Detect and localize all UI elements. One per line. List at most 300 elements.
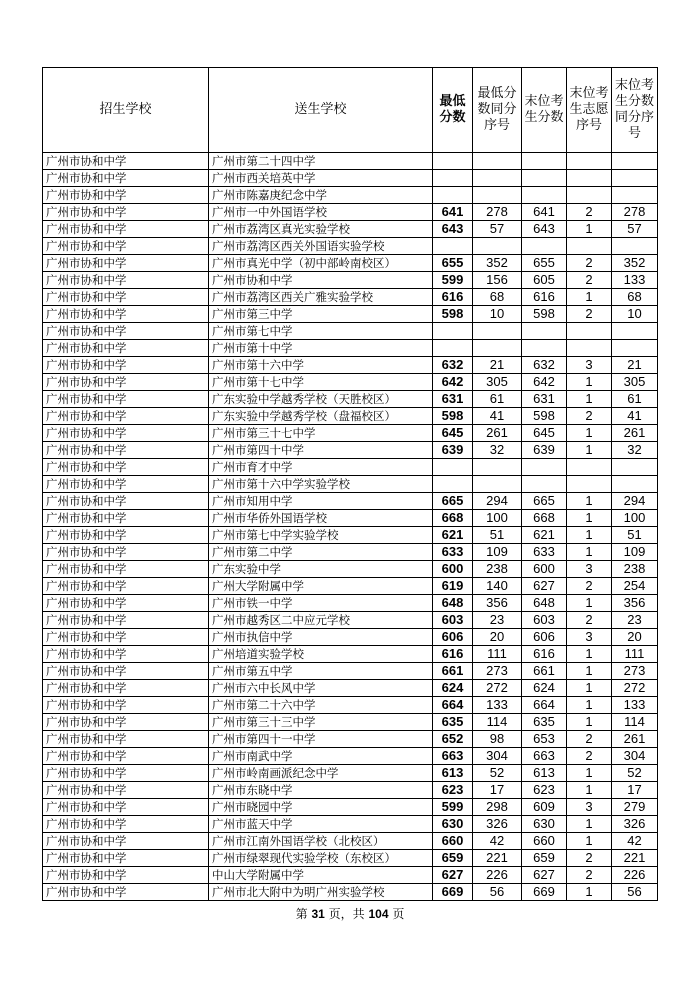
cell-admitting-school: 广州市协和中学 <box>43 306 209 323</box>
cell-admitting-school: 广州市协和中学 <box>43 391 209 408</box>
cell-last-score-rank: 41 <box>612 408 658 425</box>
cell-sending-school: 广州市东晓中学 <box>209 782 433 799</box>
footer-middle: 页，共 <box>324 907 369 921</box>
cell-last-score: 642 <box>522 374 567 391</box>
table-row <box>43 833 658 850</box>
cell-last-score-rank <box>612 459 658 476</box>
cell-min-score-rank <box>473 238 522 255</box>
cell-last-choice-order: 2 <box>567 748 612 765</box>
cell-admitting-school: 广州市协和中学 <box>43 476 209 493</box>
cell-min-score-rank: 61 <box>473 391 522 408</box>
cell-last-choice-order: 1 <box>567 833 612 850</box>
cell-last-score: 600 <box>522 561 567 578</box>
cell-min-score: 645 <box>433 425 473 442</box>
cell-admitting-school: 广州市协和中学 <box>43 170 209 187</box>
cell-sending-school: 广州培道实验学校 <box>209 646 433 663</box>
cell-last-choice-order: 3 <box>567 799 612 816</box>
cell-admitting-school: 广州市协和中学 <box>43 459 209 476</box>
cell-min-score-rank: 272 <box>473 680 522 697</box>
header-sending-school: 送生学校 <box>209 68 433 153</box>
cell-min-score: 663 <box>433 748 473 765</box>
cell-min-score: 598 <box>433 408 473 425</box>
cell-min-score-rank: 294 <box>473 493 522 510</box>
cell-min-score: 632 <box>433 357 473 374</box>
cell-sending-school: 广州市第十六中学实验学校 <box>209 476 433 493</box>
cell-last-score: 635 <box>522 714 567 731</box>
cell-min-score-rank: 133 <box>473 697 522 714</box>
cell-last-choice-order: 2 <box>567 612 612 629</box>
admission-score-table <box>42 67 658 901</box>
cell-sending-school: 广州市知用中学 <box>209 493 433 510</box>
table-row <box>43 595 658 612</box>
cell-min-score: 616 <box>433 646 473 663</box>
cell-min-score: 669 <box>433 884 473 901</box>
table-row <box>43 799 658 816</box>
cell-min-score-rank: 17 <box>473 782 522 799</box>
cell-sending-school: 广州市第十七中学 <box>209 374 433 391</box>
cell-sending-school: 广州市第十六中学 <box>209 357 433 374</box>
cell-sending-school: 广东实验中学越秀学校（天胜校区） <box>209 391 433 408</box>
cell-last-choice-order: 1 <box>567 646 612 663</box>
cell-min-score-rank: 100 <box>473 510 522 527</box>
cell-min-score <box>433 187 473 204</box>
cell-sending-school: 广州市蓝天中学 <box>209 816 433 833</box>
header-min-score-rank: 最低分数同分序号 <box>473 68 522 153</box>
cell-sending-school: 广州市真光中学（初中部岭南校区） <box>209 255 433 272</box>
cell-sending-school: 广州市南武中学 <box>209 748 433 765</box>
cell-last-score: 668 <box>522 510 567 527</box>
cell-last-score-rank: 261 <box>612 731 658 748</box>
table-row <box>43 714 658 731</box>
cell-last-choice-order: 1 <box>567 289 612 306</box>
cell-min-score: 613 <box>433 765 473 782</box>
cell-min-score-rank: 68 <box>473 289 522 306</box>
cell-last-score-rank <box>612 323 658 340</box>
cell-last-score-rank <box>612 170 658 187</box>
cell-last-score: 598 <box>522 408 567 425</box>
cell-admitting-school: 广州市协和中学 <box>43 221 209 238</box>
cell-min-score-rank: 326 <box>473 816 522 833</box>
table-row <box>43 340 658 357</box>
table-row <box>43 306 658 323</box>
cell-sending-school: 广州市陈嘉庚纪念中学 <box>209 187 433 204</box>
table-row <box>43 510 658 527</box>
cell-last-choice-order <box>567 170 612 187</box>
cell-last-score-rank: 20 <box>612 629 658 646</box>
table-row <box>43 187 658 204</box>
cell-last-score <box>522 340 567 357</box>
cell-last-score-rank: 32 <box>612 442 658 459</box>
cell-min-score: 619 <box>433 578 473 595</box>
cell-last-score: 605 <box>522 272 567 289</box>
cell-sending-school: 广州市华侨外国语学校 <box>209 510 433 527</box>
cell-last-score: 653 <box>522 731 567 748</box>
cell-min-score: 603 <box>433 612 473 629</box>
header-min-score: 最低分数 <box>433 68 473 153</box>
cell-last-score: 641 <box>522 204 567 221</box>
cell-last-choice-order <box>567 238 612 255</box>
cell-last-score-rank: 278 <box>612 204 658 221</box>
cell-sending-school: 广州市第四十中学 <box>209 442 433 459</box>
cell-sending-school: 广州市铁一中学 <box>209 595 433 612</box>
table-row <box>43 238 658 255</box>
cell-min-score-rank: 305 <box>473 374 522 391</box>
footer-suffix: 页 <box>388 907 405 921</box>
cell-last-choice-order: 2 <box>567 255 612 272</box>
cell-last-score-rank <box>612 153 658 170</box>
cell-sending-school: 广州市协和中学 <box>209 272 433 289</box>
table-row <box>43 884 658 901</box>
cell-last-score-rank: 273 <box>612 663 658 680</box>
cell-last-choice-order: 1 <box>567 425 612 442</box>
cell-min-score: 621 <box>433 527 473 544</box>
cell-min-score-rank: 23 <box>473 612 522 629</box>
cell-last-choice-order: 1 <box>567 816 612 833</box>
table-row <box>43 204 658 221</box>
table-row <box>43 357 658 374</box>
cell-admitting-school: 广州市协和中学 <box>43 408 209 425</box>
cell-min-score-rank: 352 <box>473 255 522 272</box>
table-row <box>43 629 658 646</box>
cell-last-score-rank: 17 <box>612 782 658 799</box>
cell-last-score-rank: 294 <box>612 493 658 510</box>
cell-admitting-school: 广州市协和中学 <box>43 544 209 561</box>
cell-min-score <box>433 459 473 476</box>
cell-admitting-school: 广州市协和中学 <box>43 255 209 272</box>
cell-min-score: 600 <box>433 561 473 578</box>
cell-min-score-rank <box>473 459 522 476</box>
cell-min-score-rank: 278 <box>473 204 522 221</box>
cell-min-score-rank: 98 <box>473 731 522 748</box>
cell-last-score-rank: 221 <box>612 850 658 867</box>
cell-last-score: 623 <box>522 782 567 799</box>
cell-sending-school: 广州市第三十三中学 <box>209 714 433 731</box>
table-row <box>43 425 658 442</box>
table-row <box>43 680 658 697</box>
cell-last-choice-order: 1 <box>567 782 612 799</box>
cell-last-score-rank: 133 <box>612 697 658 714</box>
cell-sending-school: 广州大学附属中学 <box>209 578 433 595</box>
total-pages: 104 <box>368 907 389 921</box>
table-row <box>43 850 658 867</box>
cell-last-score-rank: 254 <box>612 578 658 595</box>
cell-min-score-rank: 261 <box>473 425 522 442</box>
cell-admitting-school: 广州市协和中学 <box>43 782 209 799</box>
cell-last-choice-order <box>567 187 612 204</box>
cell-last-score: 621 <box>522 527 567 544</box>
table-row <box>43 867 658 884</box>
cell-sending-school: 广州市第七中学 <box>209 323 433 340</box>
cell-last-choice-order: 1 <box>567 663 612 680</box>
cell-last-score-rank: 226 <box>612 867 658 884</box>
cell-min-score-rank <box>473 170 522 187</box>
cell-last-score-rank: 100 <box>612 510 658 527</box>
cell-sending-school: 广东实验中学 <box>209 561 433 578</box>
cell-admitting-school: 广州市协和中学 <box>43 850 209 867</box>
cell-min-score <box>433 238 473 255</box>
cell-last-score: 664 <box>522 697 567 714</box>
cell-last-score-rank: 21 <box>612 357 658 374</box>
cell-sending-school: 广州市荔湾区西关广雅实验学校 <box>209 289 433 306</box>
cell-min-score: 624 <box>433 680 473 697</box>
cell-last-choice-order <box>567 323 612 340</box>
cell-sending-school: 广州市六中长风中学 <box>209 680 433 697</box>
cell-last-choice-order: 1 <box>567 221 612 238</box>
cell-sending-school: 广州市荔湾区真光实验学校 <box>209 221 433 238</box>
cell-min-score: 598 <box>433 306 473 323</box>
cell-admitting-school: 广州市协和中学 <box>43 187 209 204</box>
cell-last-choice-order <box>567 459 612 476</box>
cell-min-score: 630 <box>433 816 473 833</box>
cell-min-score-rank: 304 <box>473 748 522 765</box>
cell-sending-school: 广州市江南外国语学校（北校区） <box>209 833 433 850</box>
table-row <box>43 170 658 187</box>
cell-sending-school: 广州市第十中学 <box>209 340 433 357</box>
cell-last-score-rank: 114 <box>612 714 658 731</box>
cell-min-score-rank: 21 <box>473 357 522 374</box>
cell-admitting-school: 广州市协和中学 <box>43 272 209 289</box>
cell-last-choice-order: 2 <box>567 850 612 867</box>
cell-last-score <box>522 153 567 170</box>
cell-min-score-rank <box>473 187 522 204</box>
cell-min-score <box>433 340 473 357</box>
cell-admitting-school: 广州市协和中学 <box>43 578 209 595</box>
cell-last-score: 663 <box>522 748 567 765</box>
cell-sending-school: 广州市执信中学 <box>209 629 433 646</box>
table-row <box>43 153 658 170</box>
cell-last-score <box>522 238 567 255</box>
cell-admitting-school: 广州市协和中学 <box>43 595 209 612</box>
cell-last-score: 661 <box>522 663 567 680</box>
cell-min-score: 665 <box>433 493 473 510</box>
cell-sending-school: 广州市第二中学 <box>209 544 433 561</box>
cell-admitting-school: 广州市协和中学 <box>43 765 209 782</box>
cell-sending-school: 中山大学附属中学 <box>209 867 433 884</box>
cell-min-score <box>433 323 473 340</box>
table-row <box>43 816 658 833</box>
cell-min-score-rank: 10 <box>473 306 522 323</box>
cell-min-score: 643 <box>433 221 473 238</box>
cell-sending-school: 广州市荔湾区西关外国语实验学校 <box>209 238 433 255</box>
cell-last-score-rank: 61 <box>612 391 658 408</box>
cell-admitting-school: 广州市协和中学 <box>43 510 209 527</box>
cell-last-score-rank: 326 <box>612 816 658 833</box>
cell-last-score: 645 <box>522 425 567 442</box>
cell-min-score-rank: 51 <box>473 527 522 544</box>
cell-last-score-rank: 304 <box>612 748 658 765</box>
cell-last-choice-order: 1 <box>567 714 612 731</box>
cell-admitting-school: 广州市协和中学 <box>43 663 209 680</box>
cell-min-score: 661 <box>433 663 473 680</box>
table-row <box>43 323 658 340</box>
table-row <box>43 612 658 629</box>
current-page: 31 <box>311 907 325 921</box>
cell-last-score: 632 <box>522 357 567 374</box>
cell-admitting-school: 广州市协和中学 <box>43 442 209 459</box>
cell-admitting-school: 广州市协和中学 <box>43 527 209 544</box>
table-row <box>43 272 658 289</box>
cell-last-score-rank: 10 <box>612 306 658 323</box>
table-row <box>43 391 658 408</box>
cell-last-choice-order: 1 <box>567 680 612 697</box>
cell-last-choice-order: 2 <box>567 204 612 221</box>
cell-last-choice-order <box>567 476 612 493</box>
cell-last-score-rank: 56 <box>612 884 658 901</box>
cell-last-score-rank: 111 <box>612 646 658 663</box>
cell-last-score: 627 <box>522 578 567 595</box>
cell-sending-school: 广州市第四十一中学 <box>209 731 433 748</box>
cell-last-score-rank: 238 <box>612 561 658 578</box>
cell-min-score: 606 <box>433 629 473 646</box>
footer-prefix: 第 <box>295 907 312 921</box>
cell-last-choice-order: 3 <box>567 357 612 374</box>
cell-last-choice-order: 1 <box>567 884 612 901</box>
cell-admitting-school: 广州市协和中学 <box>43 714 209 731</box>
cell-last-choice-order <box>567 153 612 170</box>
cell-last-score-rank: 57 <box>612 221 658 238</box>
table-row <box>43 374 658 391</box>
cell-min-score: 616 <box>433 289 473 306</box>
cell-last-score-rank: 133 <box>612 272 658 289</box>
cell-sending-school: 广州市越秀区二中应元学校 <box>209 612 433 629</box>
cell-last-score: 659 <box>522 850 567 867</box>
cell-min-score: 660 <box>433 833 473 850</box>
cell-last-choice-order: 1 <box>567 391 612 408</box>
cell-last-score <box>522 459 567 476</box>
table-row <box>43 697 658 714</box>
cell-min-score: 599 <box>433 272 473 289</box>
table-row <box>43 782 658 799</box>
cell-last-score: 648 <box>522 595 567 612</box>
cell-last-score <box>522 170 567 187</box>
cell-last-score-rank <box>612 187 658 204</box>
cell-min-score-rank <box>473 323 522 340</box>
table-row <box>43 578 658 595</box>
table-row <box>43 408 658 425</box>
cell-min-score: 664 <box>433 697 473 714</box>
cell-last-choice-order: 2 <box>567 867 612 884</box>
cell-last-score: 603 <box>522 612 567 629</box>
cell-sending-school: 广东实验中学越秀学校（盘福校区） <box>209 408 433 425</box>
table-row <box>43 476 658 493</box>
cell-last-score-rank <box>612 238 658 255</box>
cell-last-score: 633 <box>522 544 567 561</box>
cell-last-choice-order: 1 <box>567 697 612 714</box>
table-row <box>43 493 658 510</box>
cell-admitting-school: 广州市协和中学 <box>43 612 209 629</box>
cell-min-score-rank: 356 <box>473 595 522 612</box>
cell-last-score: 655 <box>522 255 567 272</box>
cell-last-choice-order: 3 <box>567 561 612 578</box>
page-footer <box>0 905 700 922</box>
cell-sending-school: 广州市西关培英中学 <box>209 170 433 187</box>
cell-min-score: 635 <box>433 714 473 731</box>
cell-last-score-rank: 356 <box>612 595 658 612</box>
cell-admitting-school: 广州市协和中学 <box>43 204 209 221</box>
cell-last-score: 627 <box>522 867 567 884</box>
cell-admitting-school: 广州市协和中学 <box>43 561 209 578</box>
cell-last-score-rank: 42 <box>612 833 658 850</box>
cell-min-score: 648 <box>433 595 473 612</box>
cell-admitting-school: 广州市协和中学 <box>43 680 209 697</box>
cell-last-score: 613 <box>522 765 567 782</box>
cell-min-score: 659 <box>433 850 473 867</box>
cell-last-score: 660 <box>522 833 567 850</box>
cell-last-score-rank: 279 <box>612 799 658 816</box>
table-row <box>43 561 658 578</box>
cell-min-score-rank <box>473 340 522 357</box>
cell-last-score: 616 <box>522 289 567 306</box>
cell-min-score-rank <box>473 153 522 170</box>
cell-min-score <box>433 153 473 170</box>
cell-last-score <box>522 476 567 493</box>
cell-last-choice-order: 2 <box>567 408 612 425</box>
cell-admitting-school: 广州市协和中学 <box>43 238 209 255</box>
cell-min-score: 639 <box>433 442 473 459</box>
cell-sending-school: 广州市育才中学 <box>209 459 433 476</box>
cell-last-choice-order: 1 <box>567 544 612 561</box>
cell-sending-school: 广州市第三十七中学 <box>209 425 433 442</box>
cell-admitting-school: 广州市协和中学 <box>43 867 209 884</box>
table-header-row <box>43 68 658 153</box>
table-row <box>43 289 658 306</box>
cell-sending-school: 广州市第七中学实验学校 <box>209 527 433 544</box>
cell-min-score-rank: 32 <box>473 442 522 459</box>
cell-last-choice-order <box>567 340 612 357</box>
table-row <box>43 255 658 272</box>
cell-sending-school: 广州市第二十六中学 <box>209 697 433 714</box>
cell-last-score-rank: 272 <box>612 680 658 697</box>
table-row <box>43 646 658 663</box>
cell-last-score-rank <box>612 340 658 357</box>
cell-sending-school: 广州市一中外国语学校 <box>209 204 433 221</box>
cell-last-choice-order: 1 <box>567 595 612 612</box>
cell-min-score: 631 <box>433 391 473 408</box>
cell-last-score-rank: 68 <box>612 289 658 306</box>
table-row <box>43 544 658 561</box>
table-row <box>43 459 658 476</box>
cell-min-score: 627 <box>433 867 473 884</box>
cell-min-score-rank: 52 <box>473 765 522 782</box>
table-row <box>43 731 658 748</box>
cell-last-score-rank: 51 <box>612 527 658 544</box>
cell-sending-school: 广州市岭南画派纪念中学 <box>209 765 433 782</box>
cell-admitting-school: 广州市协和中学 <box>43 357 209 374</box>
cell-last-score-rank: 352 <box>612 255 658 272</box>
cell-sending-school: 广州市第五中学 <box>209 663 433 680</box>
cell-admitting-school: 广州市协和中学 <box>43 816 209 833</box>
cell-last-choice-order: 1 <box>567 493 612 510</box>
header-admitting-school: 招生学校 <box>43 68 209 153</box>
header-last-choice-order: 末位考生志愿序号 <box>567 68 612 153</box>
table-row <box>43 748 658 765</box>
cell-admitting-school: 广州市协和中学 <box>43 493 209 510</box>
cell-admitting-school: 广州市协和中学 <box>43 425 209 442</box>
table-row <box>43 527 658 544</box>
cell-last-score-rank: 52 <box>612 765 658 782</box>
cell-admitting-school: 广州市协和中学 <box>43 323 209 340</box>
cell-sending-school: 广州市第二十四中学 <box>209 153 433 170</box>
cell-last-choice-order: 2 <box>567 306 612 323</box>
cell-min-score-rank: 238 <box>473 561 522 578</box>
cell-last-score: 639 <box>522 442 567 459</box>
table-row <box>43 765 658 782</box>
cell-min-score: 641 <box>433 204 473 221</box>
cell-sending-school: 广州市绿翠现代实验学校（东校区） <box>209 850 433 867</box>
cell-min-score-rank: 56 <box>473 884 522 901</box>
cell-admitting-school: 广州市协和中学 <box>43 833 209 850</box>
cell-min-score: 623 <box>433 782 473 799</box>
